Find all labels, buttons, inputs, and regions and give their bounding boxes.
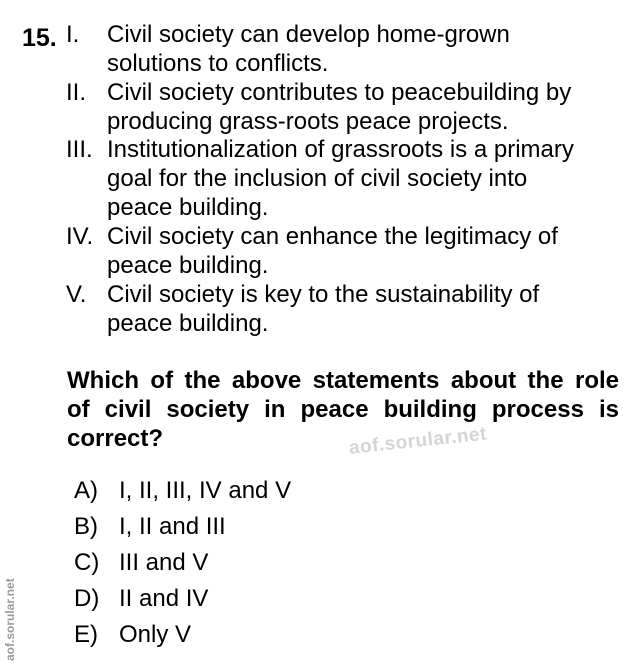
- statement-line: Civil society contributes to peacebuilding by: [107, 79, 572, 106]
- statement-line: peace building.: [107, 194, 269, 221]
- statement-line: Civil society is key to the sustainability of: [107, 281, 540, 308]
- option-letter: D): [74, 585, 100, 612]
- statement-line: Institutionalization of grassroots is a primary: [107, 136, 574, 163]
- statement-1: [66, 20, 626, 78]
- question-line: Which of the above statements about the role: [67, 367, 619, 394]
- option-b[interactable]: [74, 513, 226, 541]
- question-line: of civil society in peace building process is: [67, 396, 619, 423]
- statement-line: peace building.: [107, 252, 269, 279]
- statement-numeral: III.: [66, 136, 93, 163]
- statement-3: [66, 135, 626, 222]
- statement-numeral: I.: [66, 21, 80, 48]
- statement-4: [66, 222, 626, 280]
- option-d[interactable]: [74, 585, 208, 613]
- option-e[interactable]: [74, 621, 191, 649]
- option-c[interactable]: [74, 549, 208, 577]
- statement-5: [66, 280, 626, 338]
- statement-line: Civil society can enhance the legitimacy of: [107, 223, 558, 250]
- statement-line: goal for the inclusion of civil society into: [107, 165, 528, 192]
- option-text: III and V: [119, 549, 209, 576]
- statement-line: producing grass-roots peace projects.: [107, 108, 509, 135]
- option-letter: B): [74, 513, 98, 540]
- statement-numeral: II.: [66, 79, 87, 106]
- option-a[interactable]: [74, 477, 291, 505]
- option-text: II and IV: [119, 585, 209, 612]
- question-line: correct?: [67, 425, 164, 452]
- option-letter: E): [74, 621, 98, 648]
- question-stem: [67, 366, 619, 453]
- option-letter: C): [74, 549, 100, 576]
- option-text: I, II, III, IV and V: [119, 477, 292, 504]
- statement-line: Civil society can develop home-grown: [107, 21, 510, 48]
- option-text: I, II and III: [119, 513, 226, 540]
- statement-numeral: IV.: [66, 223, 94, 250]
- side-watermark: aof.sorular.net: [3, 578, 17, 661]
- statement-line: solutions to conflicts.: [107, 50, 329, 77]
- statement-line: peace building.: [107, 310, 269, 337]
- option-text: Only V: [119, 621, 192, 648]
- question-number: 15.: [22, 24, 57, 52]
- watermark: aof.sorular.net: [348, 423, 488, 459]
- statement-2: [66, 78, 626, 136]
- option-letter: A): [74, 477, 98, 504]
- statement-numeral: V.: [66, 281, 87, 308]
